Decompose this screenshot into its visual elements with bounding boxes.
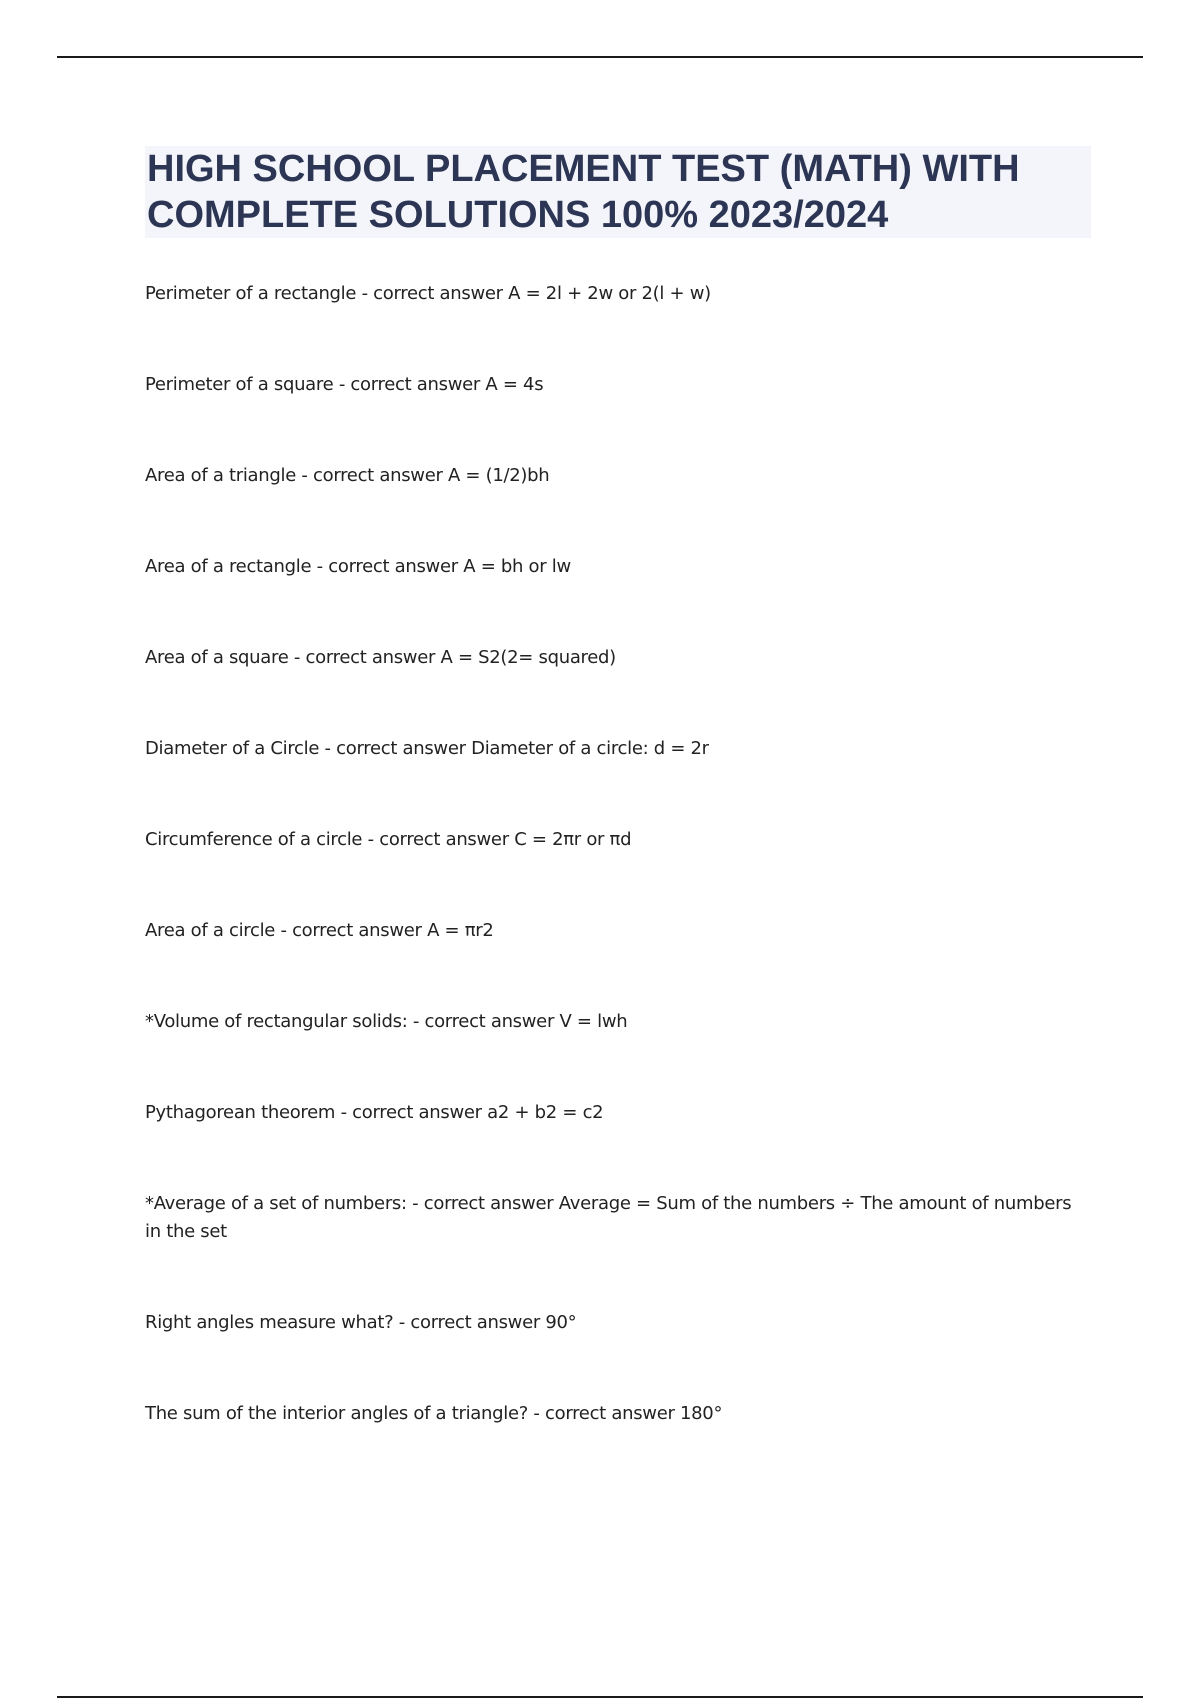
- qa-item: Pythagorean theorem - correct answer a2 + b2 = c2: [145, 1102, 604, 1123]
- qa-item: The sum of the interior angles of a triangle? - correct answer 180°: [145, 1403, 723, 1424]
- qa-item: Perimeter of a rectangle - correct answer A = 2l + 2w or 2(l + w): [145, 283, 711, 304]
- qa-item: Area of a rectangle - correct answer A = bh or lw: [145, 556, 571, 577]
- document-title: [145, 146, 1091, 238]
- qa-item: Right angles measure what? - correct answer 90°: [145, 1312, 577, 1333]
- title-line-2: COMPLETE SOLUTIONS 100% 2023/2024: [147, 194, 889, 236]
- qa-item: *Average of a set of numbers: - correct answer Average = Sum of the numbers ÷ The amount of numbers in the set: [145, 1193, 1072, 1242]
- title-line-1: HIGH SCHOOL PLACEMENT TEST (MATH) WITH: [147, 148, 1020, 190]
- qa-item: Diameter of a Circle - correct answer Diameter of a circle: d = 2r: [145, 738, 709, 759]
- qa-item: Perimeter of a square - correct answer A = 4s: [145, 374, 544, 395]
- header-rule: [57, 56, 1143, 58]
- qa-list: [145, 280, 1091, 1491]
- qa-item: Circumference of a circle - correct answer C = 2πr or πd: [145, 829, 632, 850]
- footer-rule: [57, 1696, 1143, 1698]
- qa-item: Area of a circle - correct answer A = πr2: [145, 920, 494, 941]
- qa-item: Area of a square - correct answer A = S2(2= squared): [145, 647, 616, 668]
- qa-item: *Volume of rectangular solids: - correct answer V = lwh: [145, 1011, 628, 1032]
- qa-item: Area of a triangle - correct answer A = (1/2)bh: [145, 465, 550, 486]
